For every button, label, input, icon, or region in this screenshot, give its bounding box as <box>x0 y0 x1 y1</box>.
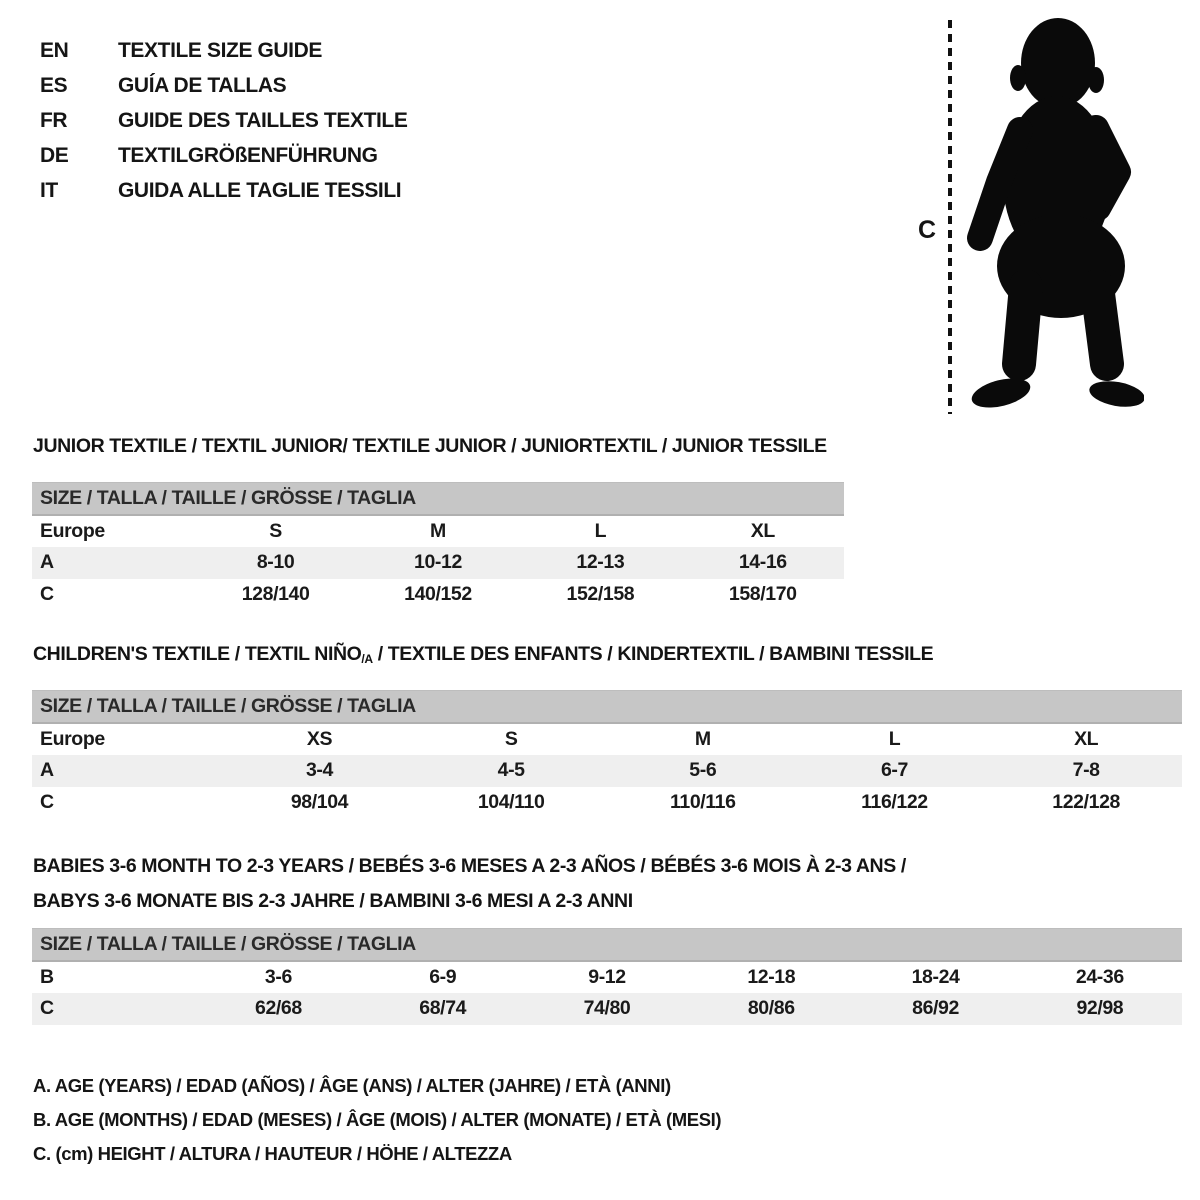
size-cell: L <box>888 727 901 750</box>
babies-heading-line1: BABIES 3-6 MONTH TO 2-3 YEARS / BEBÉS 3-6 MESES A 2-3 AÑOS / BÉBÉS 3-6 MOIS À 2-3 ANS / <box>33 855 906 877</box>
guide-title-it: GUIDA ALLE TAGLIE TESSILI <box>118 178 402 202</box>
months-cell: 3-6 <box>264 965 292 988</box>
age-cell: 6-7 <box>799 755 991 787</box>
guide-title-fr: GUIDE DES TAILLES TEXTILE <box>118 108 408 132</box>
size-cell: M <box>694 727 711 750</box>
children-heading-text: CHILDREN'S TEXTILE / TEXTIL NIÑO <box>33 643 362 665</box>
months-cell: 9-12 <box>588 965 626 988</box>
height-measure-label: C <box>918 216 937 244</box>
language-code: EN <box>40 38 69 62</box>
children-section-heading <box>33 643 933 666</box>
size-header-row <box>32 929 1182 961</box>
guide-title-es: GUÍA DE TALLAS <box>118 73 287 97</box>
months-cell: 18-24 <box>911 965 960 988</box>
height-cell: 98/104 <box>290 791 349 813</box>
height-cell: 80/86 <box>689 993 853 1025</box>
size-cell: S <box>504 727 518 750</box>
language-title-list <box>40 33 407 208</box>
babies-size-table <box>32 928 1182 1025</box>
age-cell: 4-5 <box>415 755 607 787</box>
row-label: A <box>32 547 194 579</box>
height-cell: 86/92 <box>853 993 1017 1025</box>
height-cell: 74/80 <box>525 993 689 1025</box>
right-ear <box>1088 67 1104 93</box>
age-cell: 12-13 <box>519 547 681 579</box>
row-label: Europe <box>40 519 105 542</box>
size-header-row <box>32 483 844 515</box>
size-header-row <box>32 691 1182 723</box>
size-cell: S <box>269 519 282 542</box>
table-row-height <box>32 787 1182 819</box>
right-foot <box>1087 377 1144 410</box>
language-row-de <box>40 138 407 173</box>
table-row-height <box>32 993 1182 1025</box>
months-cell: 12-18 <box>747 965 796 988</box>
children-size-table <box>32 690 1182 819</box>
age-cell: 3-4 <box>224 755 416 787</box>
height-cell: 116/122 <box>861 791 928 813</box>
size-cell: M <box>430 519 446 542</box>
children-heading-text: / TEXTILE DES ENFANTS / KINDERTEXTIL / BAMBINI TESSILE <box>372 643 934 665</box>
language-row-fr <box>40 103 407 138</box>
height-cell: 140/152 <box>404 583 472 605</box>
measurement-legend <box>33 1069 721 1171</box>
size-cell: XL <box>1074 727 1099 750</box>
legend-age-years: A. AGE (YEARS) / EDAD (AÑOS) / ÂGE (ANS) / ALTER (JAHRE) / ETÀ (ANNI) <box>33 1075 671 1096</box>
height-cell: 104/110 <box>477 791 545 813</box>
toddler-silhouette <box>969 18 1144 413</box>
language-code: DE <box>40 143 69 167</box>
size-cell: XL <box>750 519 775 542</box>
height-cell: 122/128 <box>1052 791 1120 813</box>
age-cell: 10-12 <box>357 547 519 579</box>
table-row-europe <box>32 515 844 547</box>
age-cell: 7-8 <box>990 755 1182 787</box>
height-cell: 158/170 <box>728 583 797 605</box>
right-leg <box>1097 286 1107 364</box>
months-cell: 24-36 <box>1075 965 1124 988</box>
table-row-age <box>32 755 1182 787</box>
junior-section-heading: JUNIOR TEXTILE / TEXTIL JUNIOR/ TEXTILE JUNIOR / JUNIORTEXTIL / JUNIOR TESSILE <box>33 435 827 457</box>
babies-heading-line2: BABYS 3-6 MONATE BIS 2-3 JAHRE / BAMBINI 3-6 MESI A 2-3 ANNI <box>33 890 633 912</box>
row-label: C <box>32 993 196 1025</box>
language-code: FR <box>40 108 68 132</box>
left-ear <box>1010 65 1026 91</box>
height-cell: 110/116 <box>670 791 736 813</box>
table-row-height <box>32 579 844 611</box>
table-row-europe <box>32 723 1182 755</box>
junior-size-table <box>32 482 844 611</box>
age-cell: 8-10 <box>194 547 356 579</box>
guide-title-en: TEXTILE SIZE GUIDE <box>118 38 322 62</box>
row-label: Europe <box>40 727 105 750</box>
height-cell: 68/74 <box>361 993 525 1025</box>
language-row-en <box>40 33 407 68</box>
row-label: B <box>40 965 54 988</box>
months-cell: 6-9 <box>429 965 457 988</box>
babies-section-heading <box>33 849 906 919</box>
language-code: ES <box>40 73 68 97</box>
row-label: C <box>40 583 54 605</box>
children-heading-subscript: /A <box>361 652 373 666</box>
height-cell: 62/68 <box>196 993 360 1025</box>
age-cell: 14-16 <box>682 547 844 579</box>
guide-title-de: TEXTILGRÖßENFÜHRUNG <box>118 143 378 167</box>
legend-age-months: B. AGE (MONTHS) / EDAD (MESES) / ÂGE (MOIS) / ALTER (MONATE) / ETÀ (MESI) <box>33 1109 722 1130</box>
toddler-figure <box>944 14 1144 416</box>
language-row-it <box>40 173 407 208</box>
language-code: IT <box>40 178 58 202</box>
table-row-age <box>32 547 844 579</box>
language-row-es <box>40 68 407 103</box>
left-leg <box>1019 286 1026 364</box>
size-header: SIZE / TALLA / TAILLE / GRÖSSE / TAGLIA <box>32 483 844 515</box>
row-label: A <box>32 755 224 787</box>
size-cell: L <box>594 519 607 542</box>
height-cell: 128/140 <box>241 583 310 605</box>
row-label: C <box>40 791 54 813</box>
height-cell: 92/98 <box>1018 993 1182 1025</box>
age-cell: 5-6 <box>607 755 799 787</box>
height-cell: 152/158 <box>566 583 635 605</box>
table-row-months <box>32 961 1182 993</box>
legend-height-cm: C. (cm) HEIGHT / ALTURA / HAUTEUR / HÖHE / ALTEZZA <box>33 1143 512 1164</box>
size-header: SIZE / TALLA / TAILLE / GRÖSSE / TAGLIA <box>32 929 1182 961</box>
size-header: SIZE / TALLA / TAILLE / GRÖSSE / TAGLIA <box>32 691 1182 723</box>
size-cell: XS <box>306 727 333 750</box>
